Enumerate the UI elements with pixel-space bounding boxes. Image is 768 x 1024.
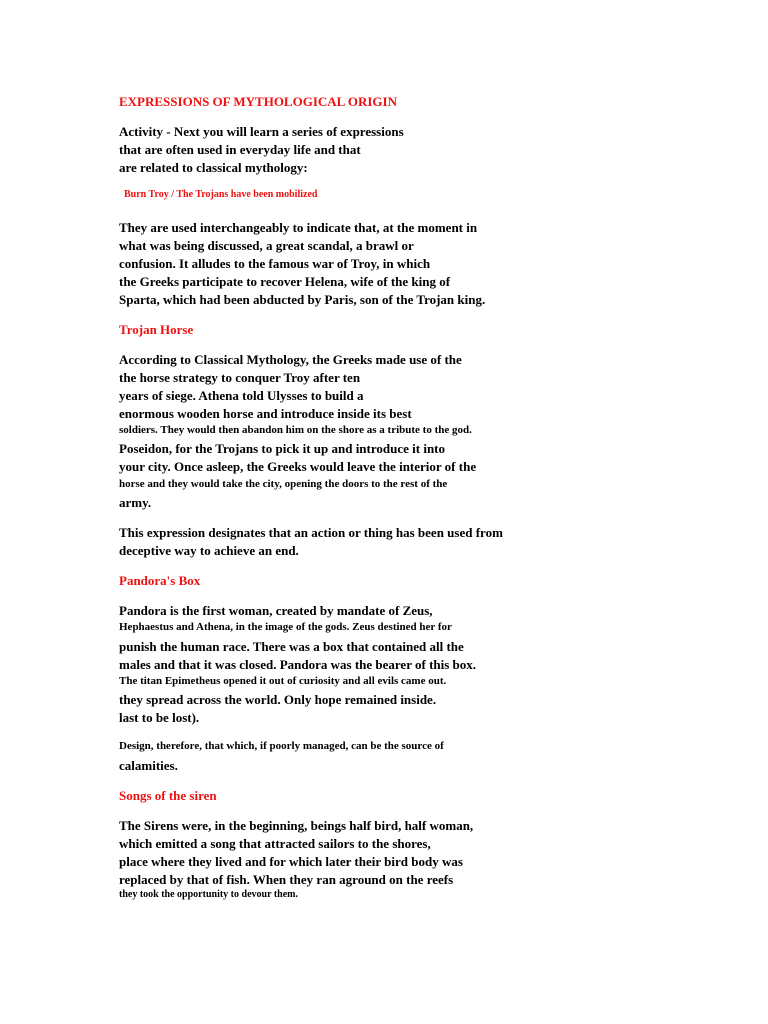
paragraph-line: they took the opportunity to devour them.	[119, 889, 298, 900]
paragraph-line: enormous wooden horse and introduce inside its best	[119, 406, 412, 421]
section-heading-pandoras-box: Pandora's Box	[119, 573, 201, 588]
paragraph-line: horse and they would take the city, opening the doors to the rest of the	[119, 478, 448, 490]
document-title: EXPRESSIONS OF MYTHOLOGICAL ORIGIN	[119, 94, 397, 109]
section-heading-trojan-horse: Trojan Horse	[119, 322, 194, 337]
paragraph-line: males and that it was closed. Pandora was the bearer of this box.	[119, 657, 477, 672]
paragraph-line: Design, therefore, that which, if poorly managed, can be the source of	[119, 740, 444, 752]
paragraph-line: They are used interchangeably to indicate that, at the moment in	[119, 220, 478, 235]
intro-line: are related to classical mythology:	[119, 160, 308, 175]
paragraph-line: the Greeks participate to recover Helena, wife of the king of	[119, 274, 451, 289]
paragraph-line: what was being discussed, a great scandal, a brawl or	[119, 238, 414, 253]
paragraph-line: confusion. It alludes to the famous war of Troy, in which	[119, 256, 431, 271]
paragraph-line: The Sirens were, in the beginning, beings half bird, half woman,	[119, 818, 474, 833]
paragraph-line: The titan Epimetheus opened it out of curiosity and all evils came out.	[119, 675, 447, 687]
section-heading-songs-of-the-siren: Songs of the siren	[119, 788, 217, 803]
paragraph-line: This expression designates that an action or thing has been used from	[119, 525, 503, 540]
paragraph-line: they spread across the world. Only hope remained inside.	[119, 692, 437, 707]
paragraph-line: Sparta, which had been abducted by Paris, son of the Trojan king.	[119, 292, 486, 307]
paragraph-line: the horse strategy to conquer Troy after ten	[119, 370, 361, 385]
paragraph-line: place where they lived and for which later their bird body was	[119, 854, 463, 869]
intro-line: that are often used in everyday life and that	[119, 142, 361, 157]
paragraph-line: your city. Once asleep, the Greeks would leave the interior of the	[119, 459, 477, 474]
intro-line: Activity - Next you will learn a series of expressions	[119, 124, 404, 139]
paragraph-line: punish the human race. There was a box that contained all the	[119, 639, 464, 654]
section-heading-burn-troy: Burn Troy / The Trojans have been mobilized	[124, 189, 318, 200]
paragraph-line: army.	[119, 495, 152, 510]
paragraph-line: Poseidon, for the Trojans to pick it up and introduce it into	[119, 441, 446, 456]
paragraph-line: According to Classical Mythology, the Greeks made use of the	[119, 352, 462, 367]
paragraph-line: soldiers. They would then abandon him on the shore as a tribute to the god.	[119, 424, 472, 436]
paragraph-line: last to be lost).	[119, 710, 200, 725]
paragraph-line: which emitted a song that attracted sailors to the shores,	[119, 836, 431, 851]
paragraph-line: calamities.	[119, 758, 178, 773]
paragraph-line: Pandora is the first woman, created by mandate of Zeus,	[119, 603, 433, 618]
paragraph-line: replaced by that of fish. When they ran aground on the reefs	[119, 872, 454, 887]
paragraph-line: deceptive way to achieve an end.	[119, 543, 299, 558]
paragraph-line: Hephaestus and Athena, in the image of the gods. Zeus destined her for	[119, 621, 452, 633]
paragraph-line: years of siege. Athena told Ulysses to build a	[119, 388, 364, 403]
